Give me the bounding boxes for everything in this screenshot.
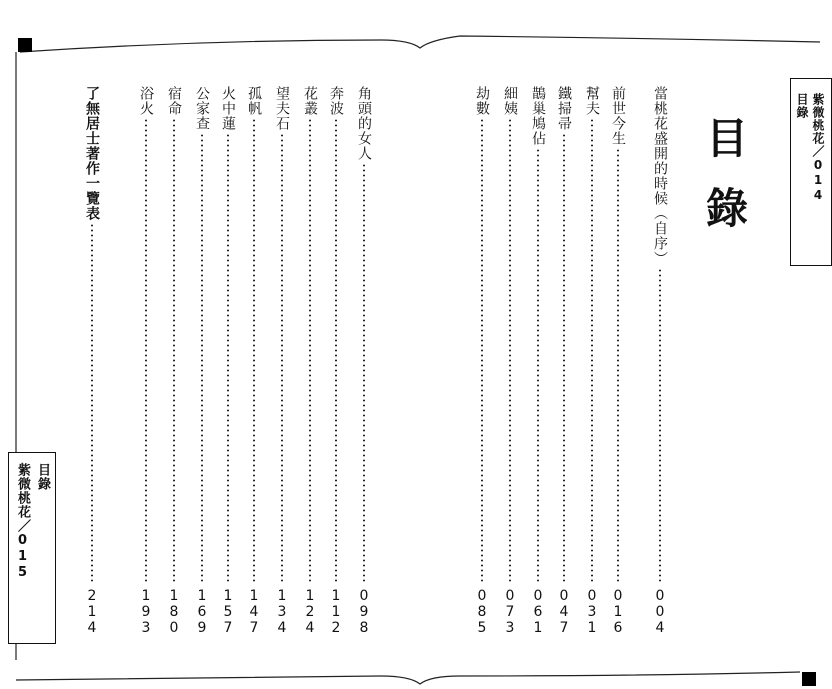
- toc-entry[interactable]: [474, 86, 490, 636]
- toc-leader-dots: [481, 118, 483, 582]
- toc-entry-title: 前世今生: [610, 86, 626, 146]
- toc-heading-char-1: 目: [706, 114, 749, 163]
- toc-entry-page: 180: [166, 588, 182, 636]
- toc-leader-dots: [281, 133, 283, 582]
- toc-entry-page: 016: [610, 588, 626, 636]
- toc-entry-title: 劫數: [474, 86, 490, 116]
- toc-entry-title: 當桃花盛開的時候（自序）: [652, 86, 668, 266]
- toc-leader-dots: [363, 163, 365, 582]
- toc-entry[interactable]: [652, 86, 668, 636]
- toc-entry-page: 157: [220, 588, 236, 636]
- toc-entry-page: 047: [556, 588, 572, 636]
- toc-entry-title: 角頭的女人: [356, 86, 372, 161]
- toc-leader-dots: [617, 148, 619, 582]
- corner-mark-top-left: [18, 38, 32, 52]
- toc-leader-dots: [335, 118, 337, 582]
- toc-entry[interactable]: [84, 86, 100, 636]
- tab-section-label: 目錄: [35, 463, 50, 491]
- toc-entry[interactable]: [138, 86, 154, 636]
- toc-leader-dots: [563, 133, 565, 582]
- toc-entry-title: 鵲巢鳩佔: [530, 86, 546, 146]
- tab-book-title: 紫微桃花／014: [811, 93, 825, 203]
- toc-entry-title: 公家查: [194, 86, 210, 131]
- toc-entry[interactable]: [274, 86, 290, 636]
- toc-entry-title: 孤帆: [246, 86, 262, 116]
- toc-entry-title: 望夫石: [274, 86, 290, 131]
- toc-heading-char-2: 錄: [706, 184, 749, 233]
- toc-entry-page: 214: [84, 588, 100, 636]
- toc-entry[interactable]: [356, 86, 372, 636]
- toc-entry[interactable]: [166, 86, 182, 636]
- toc-entry-page: 134: [274, 588, 290, 636]
- right-page-tab: [790, 78, 832, 266]
- toc-entry-page: 061: [530, 588, 546, 636]
- toc-entry-title: 宿命: [166, 86, 182, 116]
- toc-leader-dots: [253, 118, 255, 582]
- corner-mark-bottom-right: [802, 672, 816, 686]
- toc-leader-dots: [173, 118, 175, 582]
- toc-entry-page: 124: [302, 588, 318, 636]
- toc-entry[interactable]: [194, 86, 210, 636]
- toc-leader-dots: [201, 133, 203, 582]
- toc-entry-title: 浴火: [138, 86, 154, 116]
- toc-entry-title: 了無居士著作一覽表: [84, 86, 100, 221]
- toc-entry[interactable]: [584, 86, 600, 636]
- toc-entry-page: 169: [194, 588, 210, 636]
- tab-book-title: 紫微桃花／015: [15, 463, 30, 581]
- toc-entry-page: 085: [474, 588, 490, 636]
- toc-entry[interactable]: [220, 86, 236, 636]
- toc-entry[interactable]: [302, 86, 318, 636]
- toc-entry[interactable]: [610, 86, 626, 636]
- toc-leader-dots: [91, 223, 93, 582]
- toc-leader-dots: [537, 148, 539, 582]
- toc-entry-page: 004: [652, 588, 668, 636]
- toc-entry[interactable]: [530, 86, 546, 636]
- toc-entry-title: 奔波: [328, 86, 344, 116]
- toc-entry-title: 細姨: [502, 86, 518, 116]
- toc-leader-dots: [509, 118, 511, 582]
- toc-entry[interactable]: [246, 86, 262, 636]
- toc-leader-dots: [659, 268, 661, 582]
- toc-entry-page: 073: [502, 588, 518, 636]
- toc-leader-dots: [591, 118, 593, 582]
- toc-leader-dots: [309, 118, 311, 582]
- toc-entry-title: 火中蓮: [220, 86, 236, 131]
- toc-entry-page: 147: [246, 588, 262, 636]
- toc-entry[interactable]: [328, 86, 344, 636]
- toc-entry-title: 幫夫: [584, 86, 600, 116]
- toc-entry-page: 193: [138, 588, 154, 636]
- toc-entry-page: 098: [356, 588, 372, 636]
- toc-entry-page: 112: [328, 588, 344, 636]
- toc-entry[interactable]: [502, 86, 518, 636]
- toc-entry-title: 鐵掃帚: [556, 86, 572, 131]
- toc-entry-title: 花叢: [302, 86, 318, 116]
- toc-entry-page: 031: [584, 588, 600, 636]
- toc-leader-dots: [145, 118, 147, 582]
- toc-entry[interactable]: [556, 86, 572, 636]
- left-page-tab: [8, 452, 56, 644]
- tab-section-label: 目錄: [795, 93, 809, 119]
- toc-leader-dots: [227, 133, 229, 582]
